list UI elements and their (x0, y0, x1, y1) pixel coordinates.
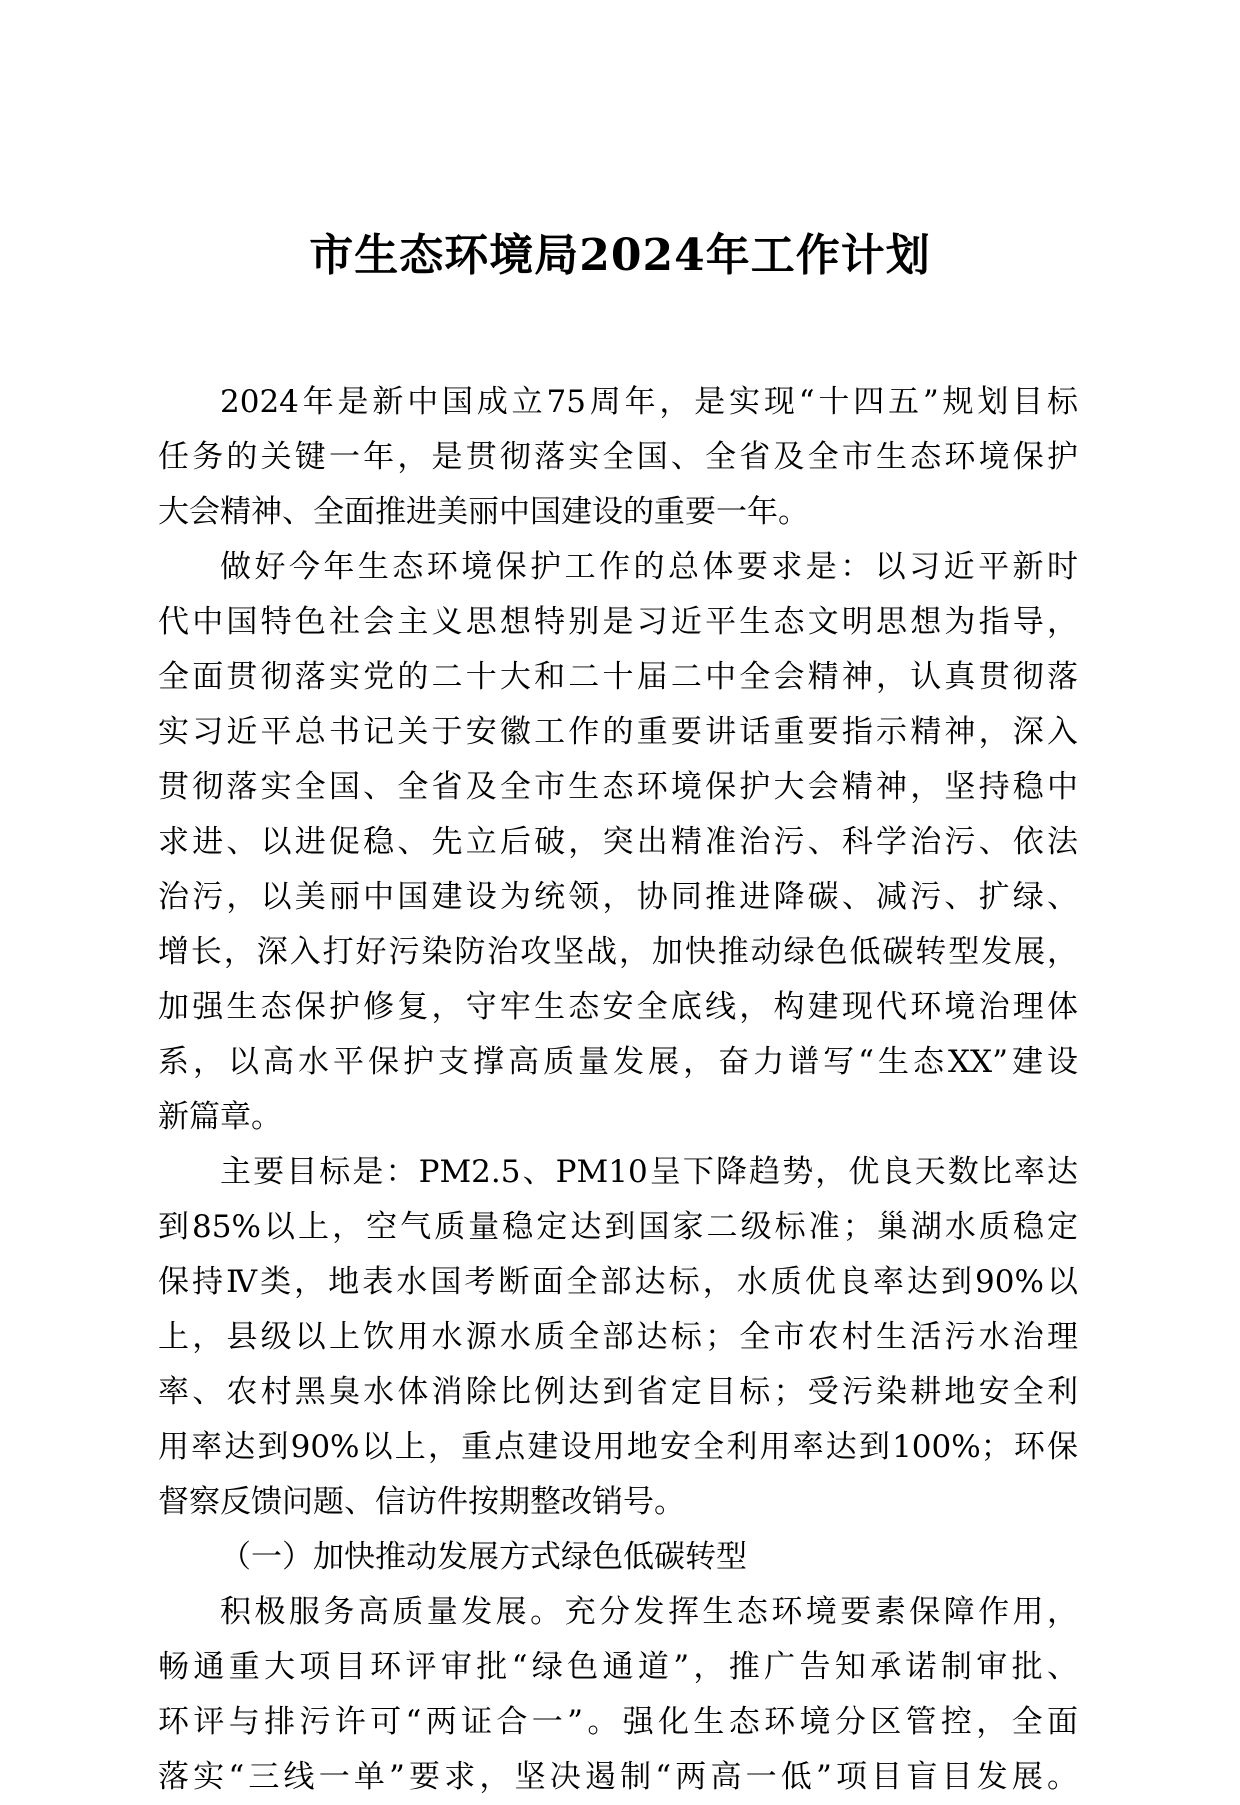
paragraph-2-line-1: 做好今年生态环境保护工作的总体要求是：以习近平新时 (220, 549, 1078, 585)
paragraph-2-line-9: 加强生态保护修复，守牢生态安全底线，构建现代环境治理体 (158, 989, 1078, 1025)
paragraph-2-line-11: 新篇章。 (158, 1099, 282, 1135)
paragraph-3-line-6: 用率达到90%以上，重点建设用地安全利用率达到100%；环保 (158, 1429, 1078, 1465)
paragraph-2-line-3: 全面贯彻落实党的二十大和二十届二中全会精神，认真贯彻落 (158, 659, 1078, 695)
paragraph-3-line-7: 督察反馈问题、信访件按期整改销号。 (158, 1484, 685, 1520)
paragraph-4-line-2: 畅通重大项目环评审批“绿色通道”，推广告知承诺制审批、 (158, 1649, 1078, 1685)
section-heading-1: （一）加快推动发展方式绿色低碳转型 (220, 1539, 747, 1575)
paragraph-3-line-4: 上，县级以上饮用水源水质全部达标；全市农村生活污水治理 (158, 1319, 1078, 1355)
paragraph-4-line-1: 积极服务高质量发展。充分发挥生态环境要素保障作用， (220, 1594, 1078, 1630)
paragraph-2-line-5: 贯彻落实全国、全省及全市生态环境保护大会精神，坚持稳中 (158, 769, 1078, 805)
document-body (158, 375, 1078, 1805)
paragraph-2-line-8: 增长，深入打好污染防治攻坚战，加快推动绿色低碳转型发展， (158, 934, 1078, 970)
paragraph-2-line-6: 求进、以进促稳、先立后破，突出精准治污、科学治污、依法 (158, 824, 1078, 860)
paragraph-2-line-10: 系，以高水平保护支撑高质量发展，奋力谱写“生态XX”建设 (158, 1044, 1078, 1080)
document-title: 市生态环境局2024年工作计划 (309, 230, 931, 281)
paragraph-1-line-3: 大会精神、全面推进美丽中国建设的重要一年。 (158, 494, 809, 530)
paragraph-3-line-5: 率、农村黑臭水体消除比例达到省定目标；受污染耕地安全利 (158, 1374, 1078, 1410)
paragraph-1-line-1: 2024年是新中国成立75周年，是实现“十四五”规划目标 (220, 384, 1078, 420)
paragraph-4-line-4: 落实“三线一单”要求，坚决遏制“两高一低”项目盲目发展。 (158, 1759, 1078, 1795)
paragraph-1-line-2: 任务的关键一年，是贯彻落实全国、全省及全市生态环境保护 (158, 439, 1078, 475)
paragraph-4-line-3: 环评与排污许可“两证合一”。强化生态环境分区管控，全面 (158, 1704, 1078, 1740)
paragraph-3-line-1: 主要目标是：PM2.5、PM10呈下降趋势，优良天数比率达 (220, 1154, 1078, 1190)
paragraph-3-line-3: 保持Ⅳ类，地表水国考断面全部达标，水质优良率达到90%以 (158, 1264, 1078, 1300)
paragraph-2-line-4: 实习近平总书记关于安徽工作的重要讲话重要指示精神，深入 (158, 714, 1078, 750)
paragraph-3-line-2: 到85%以上，空气质量稳定达到国家二级标准；巢湖水质稳定 (158, 1209, 1078, 1245)
paragraph-2-line-7: 治污，以美丽中国建设为统领，协同推进降碳、减污、扩绿、 (158, 879, 1078, 915)
paragraph-2-line-2: 代中国特色社会主义思想特别是习近平生态文明思想为指导， (158, 604, 1078, 640)
